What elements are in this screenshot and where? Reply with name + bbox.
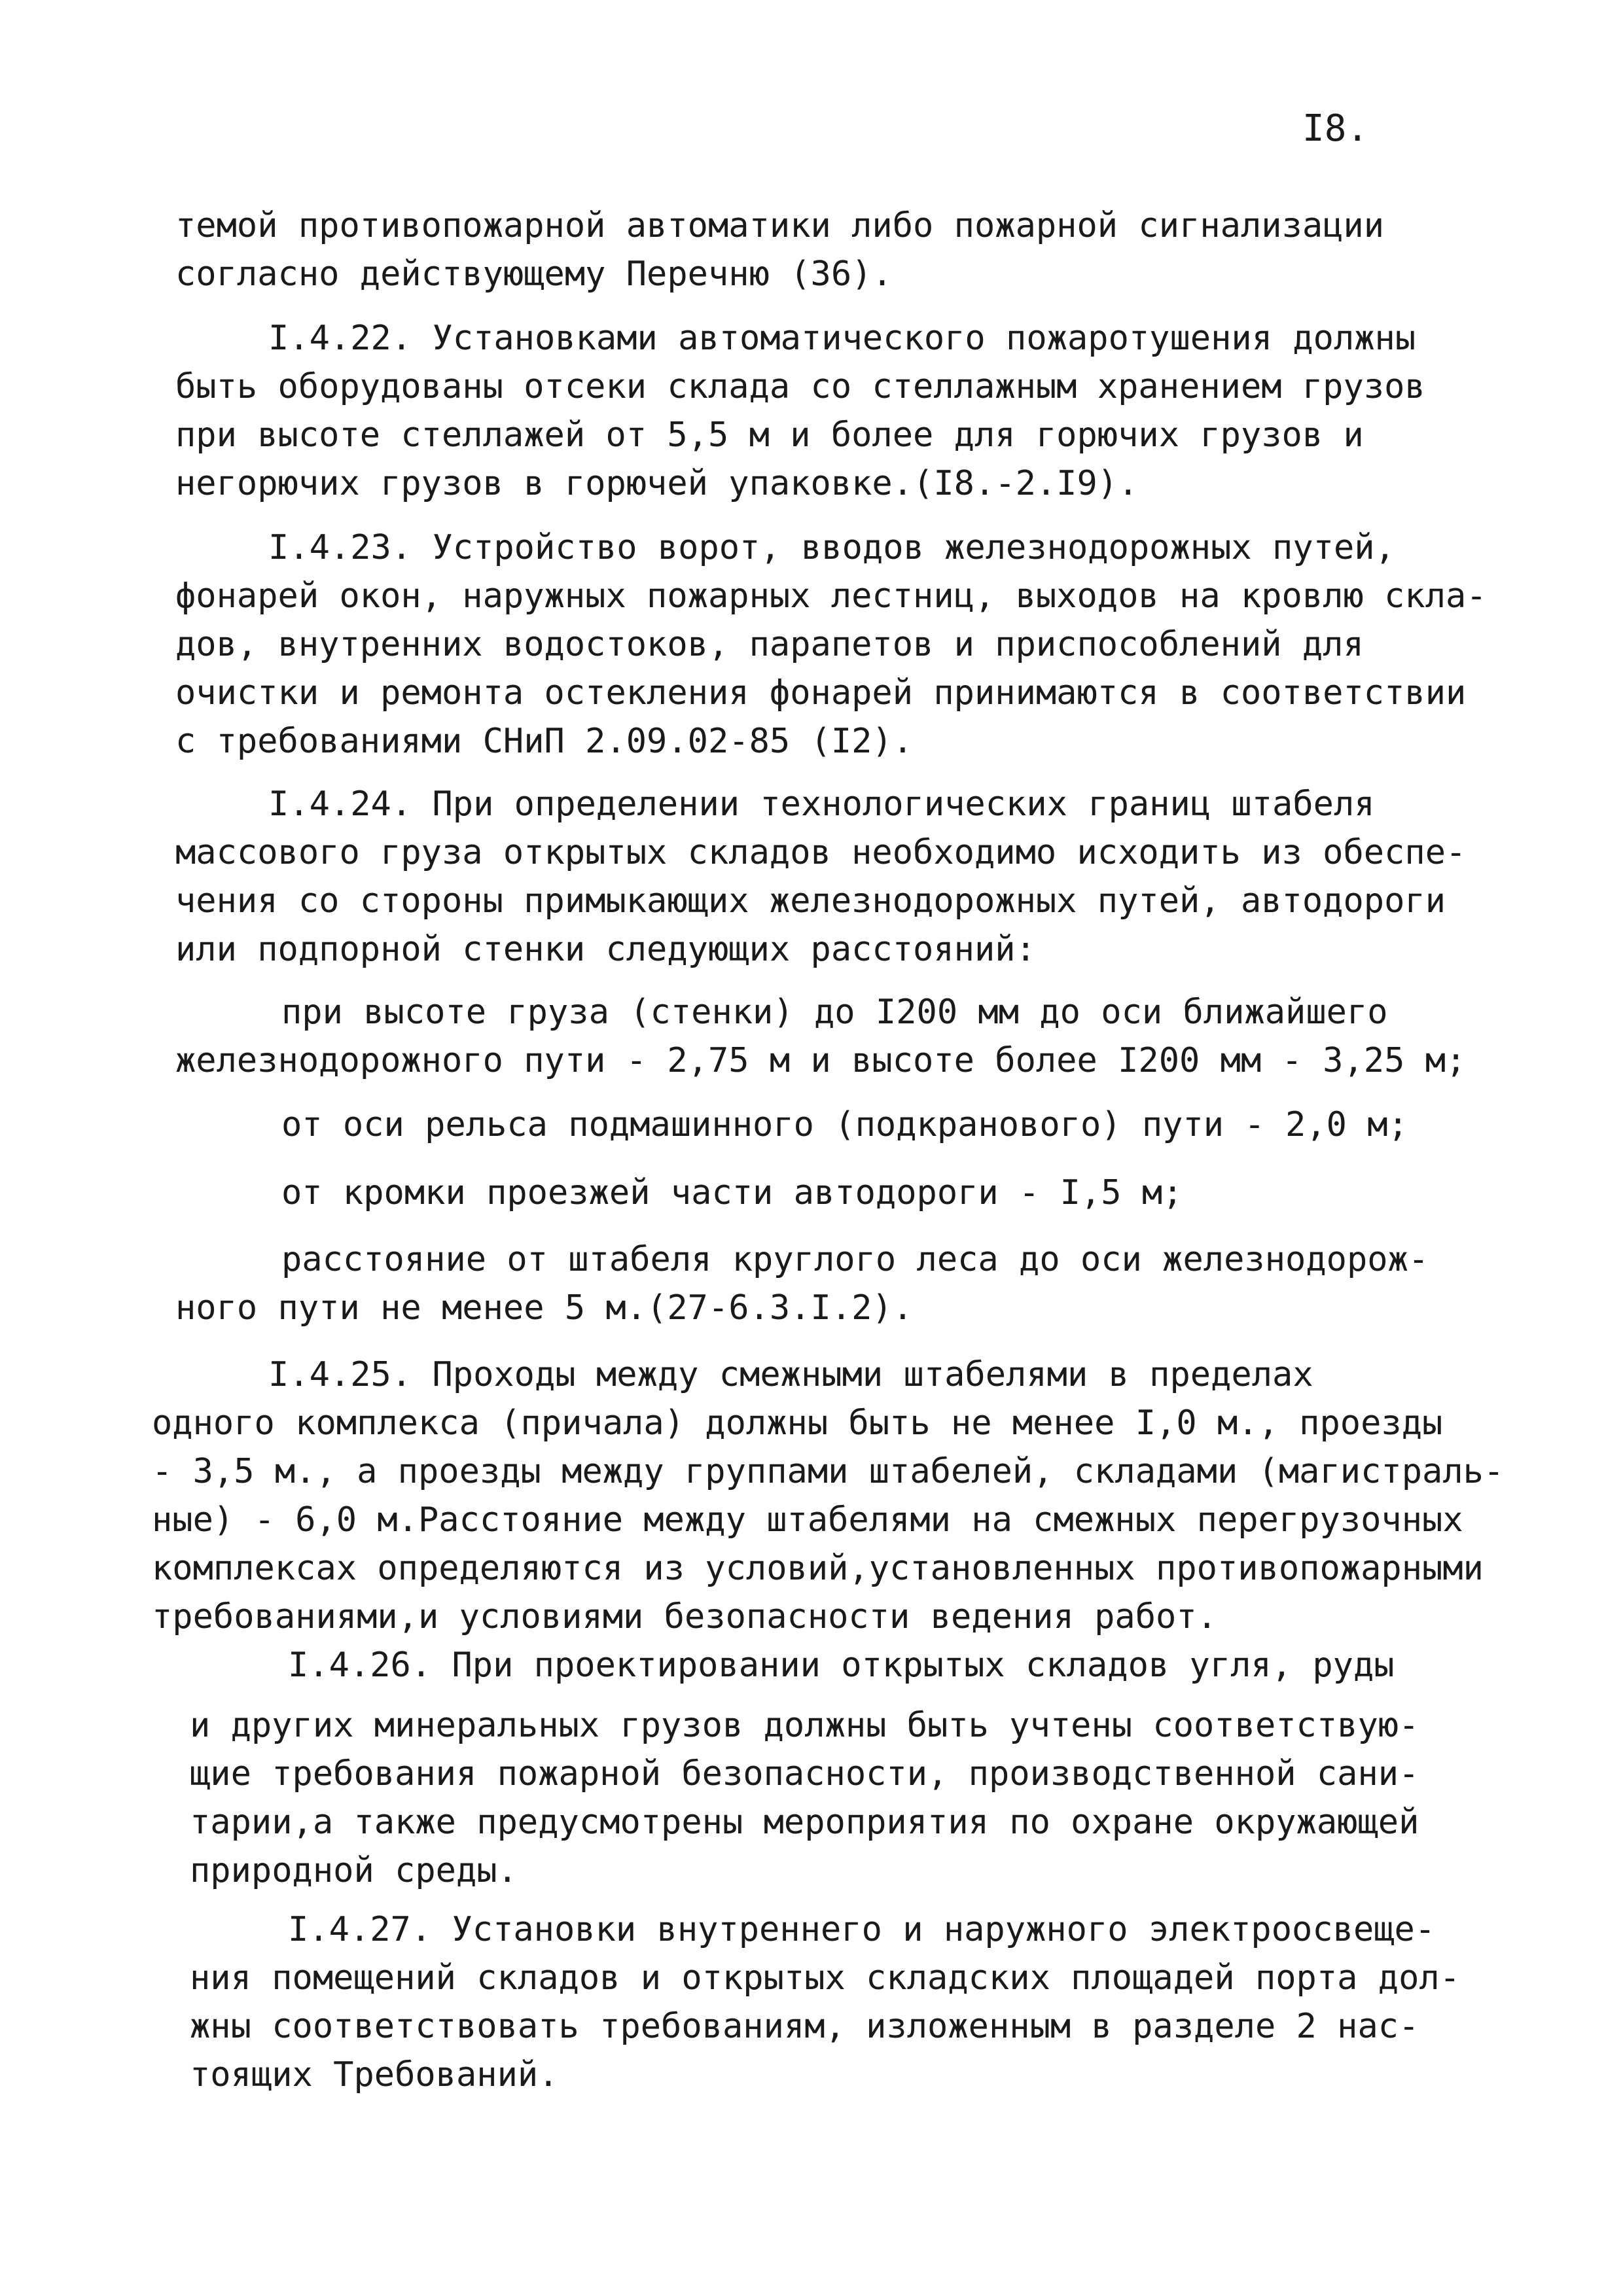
text-line: щие требования пожарной безопасности, производственной сани- (190, 1754, 1419, 1793)
text-line: темой противопожарной автоматики либо пожарной сигнализации (175, 206, 1385, 245)
text-line: требованиями,и условиями безопасности ведения работ. (152, 1597, 1217, 1636)
text-line: ные) - 6,0 м.Расстояние между штабелями на смежных перегрузочных (152, 1500, 1463, 1540)
text-line: при высоте стеллажей от 5,5 м и более для горючих грузов и (175, 415, 1364, 455)
text-line: негорючих грузов в горючей упаковке.(I8.-2.I9). (175, 464, 1139, 503)
clause-1-4-24: I.4.24. При определении технологических границ штабеля (268, 785, 1375, 824)
text-line: или подпорной стенки следующих расстояний: (175, 930, 1036, 969)
list-item-distance: при высоте груза (стенки) до I200 мм до оси ближайшего (281, 993, 1388, 1032)
text-line: природной среды. (190, 1851, 518, 1890)
clause-1-4-27: I.4.27. Установки внутреннего и наружного электроосвеще- (288, 1910, 1436, 1949)
text-line: одного комплекса (причала) должны быть не менее I,0 м., проезды (152, 1404, 1443, 1443)
page-number: I8. (1302, 107, 1369, 150)
clause-1-4-26: I.4.26. При проектировании открытых складов угля, руды (288, 1646, 1395, 1685)
text-line: быть оборудованы отсеки склада со стеллажным хранением грузов (175, 367, 1425, 406)
text-line: ного пути не менее 5 м.(27-6.3.I.2). (175, 1288, 914, 1328)
text-line: с требованиями СНиП 2.09.02-85 (I2). (175, 722, 914, 761)
text-line: очистки и ремонта остекления фонарей принимаются в соответствии (175, 673, 1467, 713)
text-line: комплексах определяются из условий,установленных противопожарными (152, 1549, 1484, 1588)
text-line: массового груза открытых складов необходимо исходить из обеспе- (175, 833, 1467, 872)
clause-1-4-23: I.4.23. Устройство ворот, вводов железнодорожных путей, (268, 528, 1395, 567)
list-item-distance: от кромки проезжей части автодороги - I,5 м; (281, 1173, 1183, 1212)
clause-1-4-22: I.4.22. Установками автоматического пожаротушения должны (268, 319, 1416, 358)
text-line: и других минеральных грузов должны быть учтены соответствую- (190, 1706, 1419, 1745)
text-line: чения со стороны примыкающих железнодорожных путей, автодороги (175, 881, 1446, 921)
text-line: фонарей окон, наружных пожарных лестниц, выходов на кровлю скла- (175, 576, 1487, 616)
clause-1-4-25: I.4.25. Проходы между смежными штабелями в пределах (268, 1355, 1313, 1394)
list-item-distance: расстояние от штабеля круглого леса до оси железнодорож- (281, 1240, 1429, 1279)
text-line: согласно действующему Перечню (36). (175, 255, 893, 294)
text-line: дов, внутренних водостоков, парапетов и приспособлений для (175, 625, 1364, 664)
text-line: ния помещений складов и открытых складских площадей порта дол- (190, 1958, 1461, 1998)
text-line: жны соответствовать требованиям, изложенным в разделе 2 нас- (190, 2007, 1419, 2046)
text-line: тоящих Требований. (190, 2055, 559, 2094)
list-item-distance: от оси рельса подмашинного (подкранового) пути - 2,0 м; (281, 1105, 1408, 1144)
text-line: тарии,а также предусмотрены мероприятия по охране окружающей (190, 1803, 1419, 1842)
text-line: железнодорожного пути - 2,75 м и высоте более I200 мм - 3,25 м; (175, 1041, 1467, 1080)
text-line: - 3,5 м., а проезды между группами штабелей, складами (магистраль- (152, 1452, 1505, 1491)
